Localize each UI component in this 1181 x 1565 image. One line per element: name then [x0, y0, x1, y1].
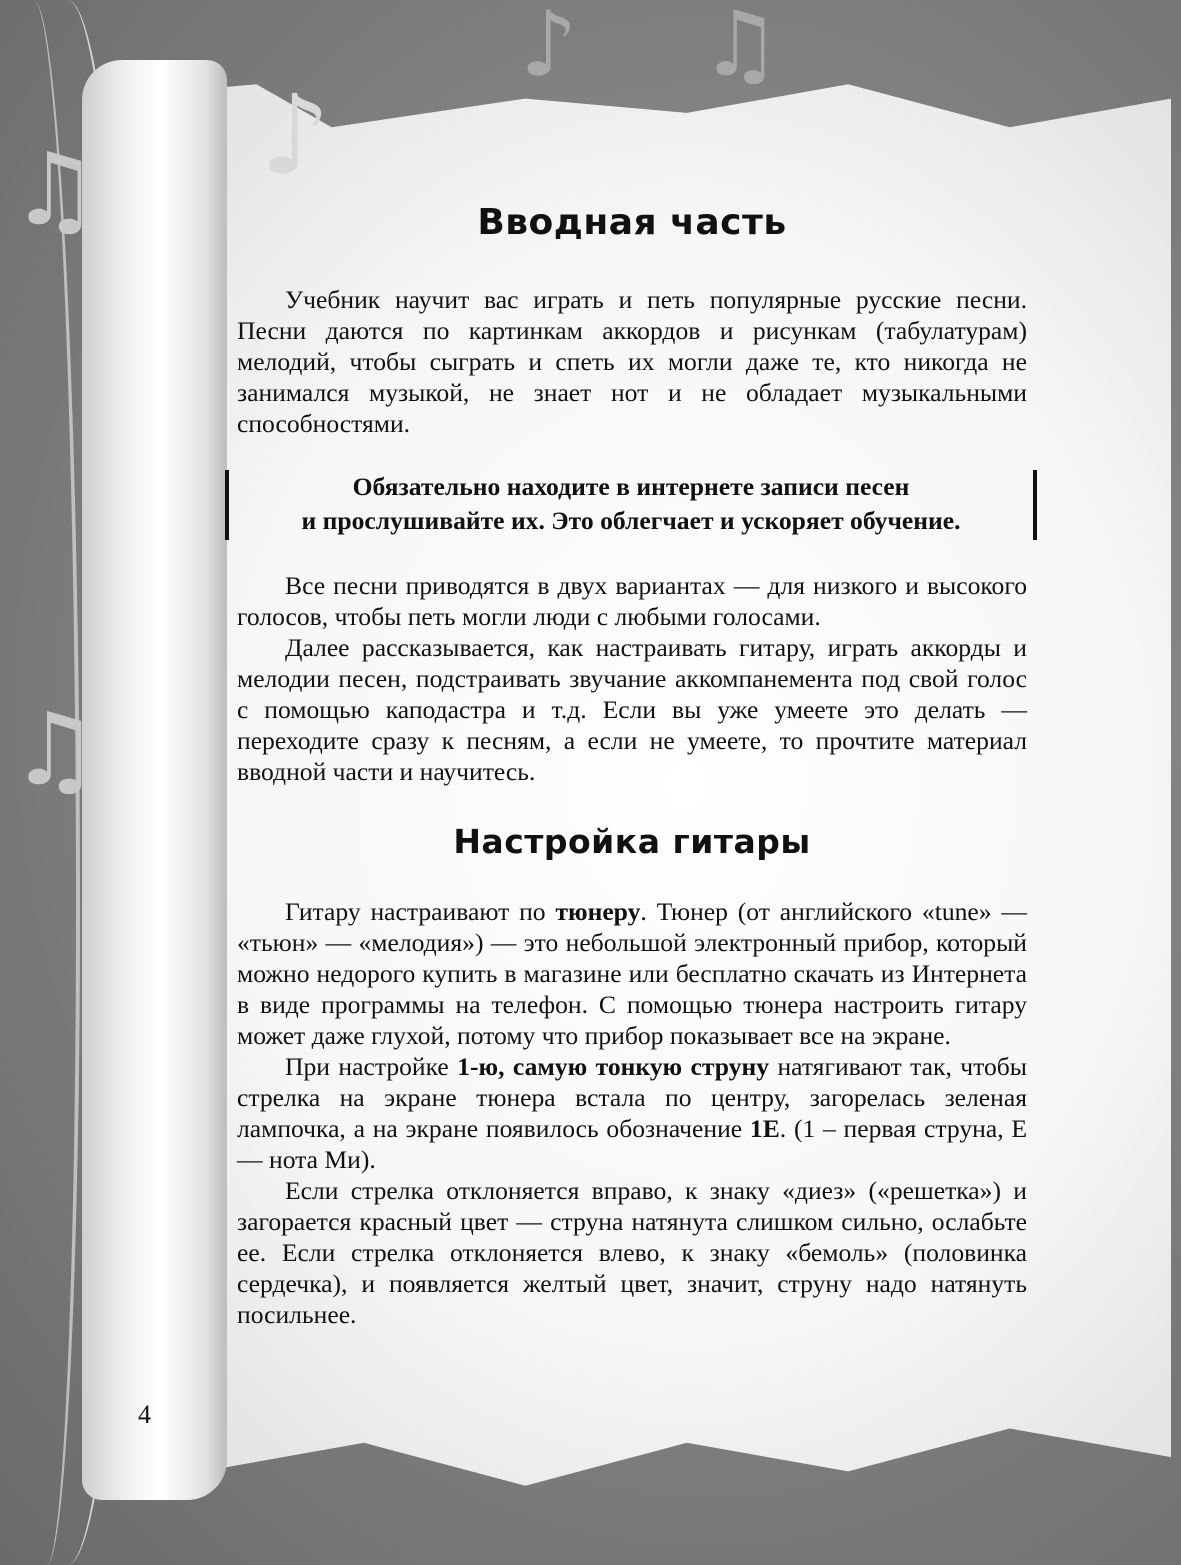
bold-text: 1-ю, самую тонкую струну: [457, 1052, 770, 1081]
callout-box: [225, 470, 1037, 540]
intro-paragraphs: [237, 570, 1027, 787]
callout-line: и прослушивайте их. Это облегчает и ускоряет обучение.: [301, 506, 961, 535]
text: . (1 – первая струна, E — нота Ми).: [237, 1114, 1027, 1174]
page-number: 4: [138, 1400, 151, 1429]
paragraph: Далее рассказывается, как настраивать гитару, играть аккорды и мелодии песен, подстраивать звучание аккомпанемента под свой голос с помощью каподастра и т.д. Если вы уже умеете это делать — переходите сразу к песням, а если не умеете, то прочтите материал вводной части и научитесь.: [237, 633, 1027, 786]
paragraph: Учебник научит вас играть и петь популярные русские песни. Песни даются по картинкам аккордов и рисункам (табулатурам) мелодий, чтобы сыграть и спеть их могли даже те, кто никогда не занимался музыкой, не знает нот и не обладает музыкальными способностями.: [237, 285, 1027, 438]
scroll-roll: [82, 60, 227, 1500]
paragraph: Все песни приводятся в двух вариантах — для низкого и высокого голосов, чтобы петь могли люди с любыми голосами.: [237, 571, 1027, 631]
bold-text: тюнеру: [555, 897, 641, 926]
music-note-icon: ♫: [700, 0, 781, 97]
tuning-paragraphs: [237, 896, 1027, 1330]
music-note-icon: ♫: [10, 691, 100, 808]
text: Гитару настраивают по: [285, 897, 556, 926]
music-note-icon: ♪: [260, 71, 331, 199]
text: натягивают так, чтобы стрелка на экране тюнера встала по центру, загорелась зеленая лампочка, а на экране появилось обозначение: [237, 1052, 1027, 1143]
paragraph: Если стрелка отклоняется вправо, к знаку «диез» («решетка») и загорается красный цвет — струна натянута слишком сильно, ослабьте ее. Если стрелка отклоняется влево, к знаку «бемоль» (половинка сердечка), и появляется желтый цвет, значит, струну надо натянуть посильнее.: [237, 1176, 1027, 1329]
section-title: Настройка гитары: [453, 822, 811, 861]
bold-text: 1E: [749, 1114, 780, 1143]
music-note-icon: ♪: [520, 0, 578, 97]
text: . Тюнер (от английского «tune» — «тьюн» — «мелодия») — это небольшой электронный прибор, который можно недорого купить в магазине или бесплатно скачать из Интернета в виде программы на телефон. С помощью тюнера настроить гитару может даже глухой, потому что прибор показывает все на экране.: [237, 897, 1027, 1050]
paragraph: [237, 896, 1027, 1051]
callout-line: Обязательно находите в интернете записи песен: [352, 472, 910, 501]
section-title: Вводная часть: [477, 202, 787, 243]
text: При настройке: [285, 1052, 458, 1081]
paragraph: [237, 1051, 1027, 1175]
music-note-icon: ♫: [10, 131, 100, 248]
intro-paragraph: [237, 284, 1027, 439]
